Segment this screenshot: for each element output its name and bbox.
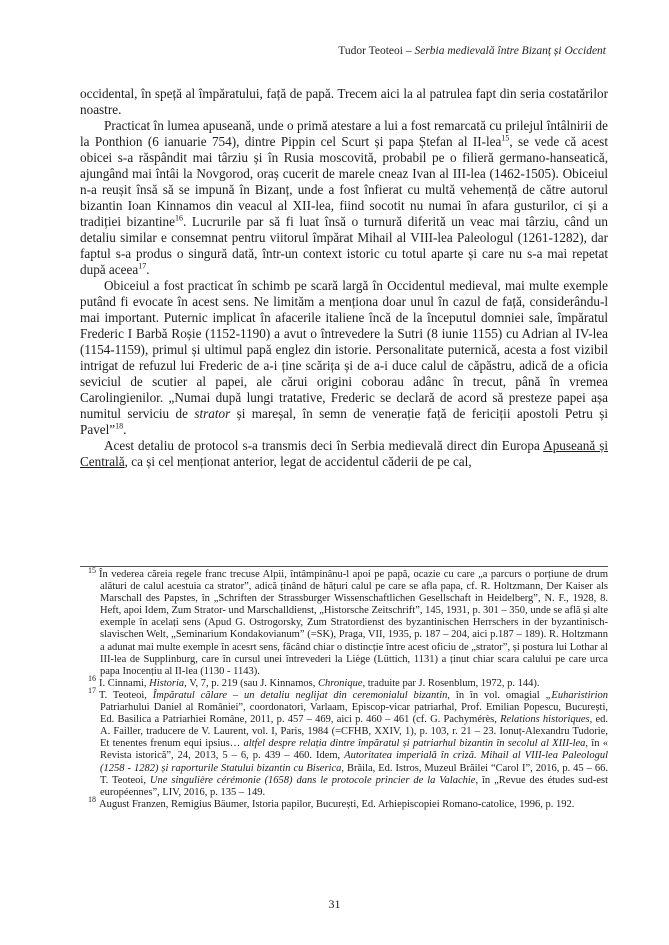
paragraph-1: occidental, în speță al împăratului, față de papă. Trecem aici la al patrulea fapt din seria costatărilor noastre.: [80, 86, 608, 117]
header-author: Tudor Teoteoi: [338, 45, 403, 57]
footnote-separator: [80, 566, 608, 567]
footnote-ref-18[interactable]: 18: [115, 421, 124, 431]
running-header: [0, 44, 606, 58]
page-number: 31: [328, 897, 341, 911]
paragraph-2: Practicat în lumea apuseană, unde o primă atestare a lui a fost remarcată cu prilejul întâlnirii de la Ponthion (6 ianuarie 754), dintre Pippin cel Scurt și papa Ștefan al II-lea$^{15}$, se vede că acest obicei s-a răspândit mai târziu și în Rusia moscovită, probabil pe o filieră germano-hanseatică, ajungând mai întâi la Novgorod, oraș cucerit de marele cneaz Ivan al III-lea (1462-1505). Obiceiul n-a reușit însă să se impună în Bizanț, unde a fost înfierat cu multă vehemență de către autorul bizantin Ioan Kinnamos din veacul al XII-lea, fiind socotit nu numai în afara gusturilor, ci și a tradiției bizantine$^{16}$. Lucrurile par să fi luat însă o turnură diferită un veac mai târziu, când un detaliu similar e consemnat pentru viitorul împărat Mihail al VIII-lea Paleologul (1261-1282), dar faptul s-a produs o singură dată, într-un context istoric cu totul aparte și care nu s-a mai repetat după aceea$^{17}$.: [80, 118, 608, 277]
footnote-15: $^{15}$ În vederea căreia regele franc trecuse Alpii, întâmpinânu-l apoi pe papă, ocazie cu care „a parcurs o porțiune de drum alături de calul acestuia ca strator”, adică ținând de hățuri calul pe care se afla papa, cf. R. Holtzmann, Der Kaiser als Marschall des Papstes, în „Schriften der Strassburger Wissenschaftlichen Gesellschaft in Heidelberg”, N. F., 1928, 8. Heft, apoi Idem, Zum Strator- und Marschalldienst, „Historsche Zeitschrift”, 145, 1931, p. 301 – 350, unde se află și alte exemple în acelați sens (Apud G. Ostrogorsky, Zum Stratordienst des byzantinischen Herrschers in der byzantinisch-slavischen Welt, „Seminarium Kondakovianum” (=SK), Praga, VII, 1935, p. 187 – 204, aici p.187 – 189). R. Holtzmann a adunat mai multe exemple în acesrt sens, făcând chiar o distincție între acest oficiu de „strator”, și postura lui Lothar al III-lea de Supplinburg, care în cursul unei întrevederi la Liège (Lüttich, 1131) a ținut chiar scara calului pe care urca papa Inocențiu al II-lea (1130 - 1143).: [88, 565, 608, 677]
paragraph-3: Obiceiul a fost practicat în schimb pe scară largă în Occidentul medieval, mai multe exemple putând fi evocate în acest sens. Ne limităm a menționa doar unul în cazul de față, considerându-l mai important. Puternic implicat în afacerile italiene încă de la începutul domniei sale, împăratul Frederic I Barbă Roșie (1152-1190) a avut o întrevedere la Sutri (8 iunie 1155) cu Adrian al IV-lea (1154-1159), primul și ultimul papă englez din istorie. Personalitate puternică, acesta a fost vizibil intrigat de refuzul lui Frederic de a-i ține scărița și de a-i duce calul de căpăstru, adică de a oficia seviciul de scutier al papei, ale cărui origini coborau adânc în trecut, până în vremea Carolingienilor. „Numai după lungi tratative, Frederic se declară de acord să presteze papei așa numitul serviciu de strator și mareșal, în semn de venerație față de fericiții apostoli Petru și Pavel”$^{18}$.: [80, 278, 608, 437]
header-separator: –: [402, 45, 415, 57]
header-title: Serbia medievală între Bizanț și Occident: [414, 45, 606, 57]
footnote-ref-17[interactable]: 17: [138, 261, 147, 271]
body-text: [80, 86, 608, 470]
footnote-ref-15[interactable]: 15: [501, 133, 510, 143]
footnote-ref-16[interactable]: 16: [174, 213, 183, 223]
footnote-18: $^{18}$ August Franzen, Remigius Bäumer, Istoria papilor, București, Ed. Arhiepiscopiei Romano-catolice, 1996, p. 192.: [88, 795, 575, 810]
footnotes: [80, 565, 609, 811]
paragraph-4: Acest detaliu de protocol s-a transmis deci în Serbia medievală direct din Europa Apuseană și Centrală, ca și cel menționat anterior, legat de accidentul căderii de pe cal,: [80, 438, 609, 469]
footnote-17: $^{17}$ T. Teoteoi, Împăratul călare – un detaliu neglijat din ceremonialul bizantin, în în vol. omagial „Euharistirion Patriarhului Daniel al României”, coordonatori, Varlaam, Episcop-vicar patriarhal, Prof. Emilian Popescu, București, Ed. Basilica a Patriarhiei Române, 2011, p. 457 – 469, aici p. 460 – 461 (cf. G. Pachymérès, Relations historiques, ed. A. Failler, traducere de V. Laurent, vol. I, Paris, 1984 (=CFHB, XXIV, 1), p. 103, r. 21 – 23. Ionuț-Alexandru Tudorie, Et tenentes frenum equi ipsius… altfel despre relația dintre împăratul și patriarhul bizantin în secolul al XIII-lea, în « Revista istorică”, 24, 2013, 5 – 6, p. 439 – 460. Idem, Autoritatea imperială în criză. Mihail al VIII-lea Paleologul (1258 - 1282) și raporturile Statului bizantin cu Biserica, Brăila, Ed. Istros, Muzeul Brăilei “Carol I”, 2016, p. 45 – 66. T. Teoteoi, Une singulière cérémonie (1658) dans le protocole princier de la Valachie, în „Revue des études sud-est européennes”, LIV, 2016, p. 135 – 149.: [88, 686, 609, 798]
footnote-16: $^{16}$ I. Cinnami, Historia, V, 7, p. 219 (sau J. Kinnamos, Chronique, traduite par J. Rosenblum, 1972, p. 144).: [88, 674, 540, 689]
